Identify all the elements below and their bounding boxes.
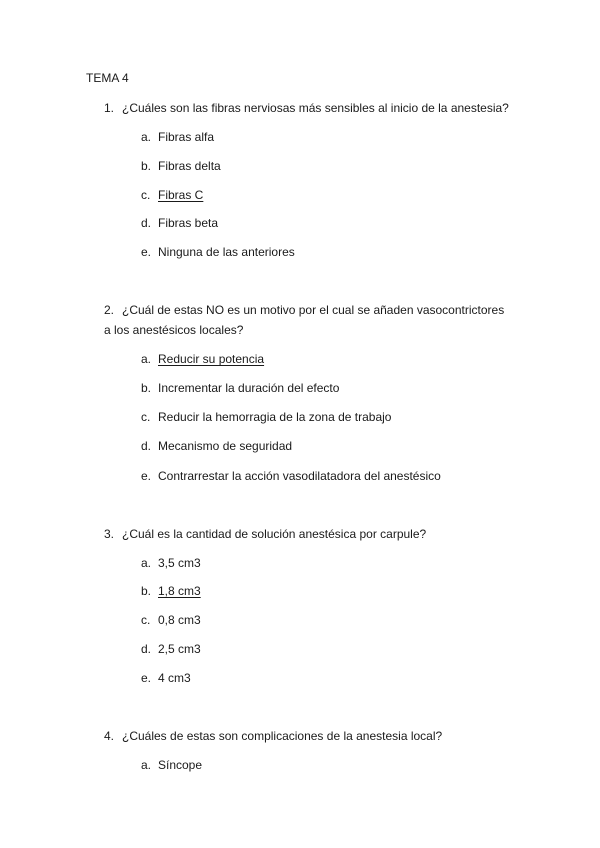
- question-2-option-e: Contrarrestar la acción vasodilatadora del anestésico: [158, 469, 441, 483]
- question-2-text: ¿Cuál de estas NO es un motivo por el cual se añaden vasocontrictores: [122, 303, 505, 317]
- question-1-option-e-letter: e.: [141, 245, 152, 259]
- question-1-option-b: Fibras delta: [158, 159, 221, 173]
- question-1-option-a: Fibras alfa: [158, 130, 215, 144]
- question-4-number: 4.: [104, 729, 115, 743]
- question-1-number: 1.: [104, 101, 115, 115]
- question-1-option-d: Fibras beta: [158, 216, 219, 230]
- question-3-text: ¿Cuál es la cantidad de solución anestésica por carpule?: [122, 527, 427, 541]
- question-4-text: ¿Cuáles de estas son complicaciones de la anestesia local?: [122, 729, 443, 743]
- question-2-option-a-letter: a.: [141, 352, 152, 366]
- question-1-text: ¿Cuáles son las fibras nerviosas más sensibles al inicio de la anestesia?: [122, 101, 509, 115]
- question-3-option-a-letter: a.: [141, 556, 152, 570]
- question-4-option-a-letter: a.: [141, 758, 152, 772]
- question-2-option-b: Incrementar la duración del efecto: [158, 381, 340, 395]
- question-1-option-a-letter: a.: [141, 130, 152, 144]
- question-2-number: 2.: [104, 303, 115, 317]
- question-1-option-e: Ninguna de las anteriores: [158, 245, 295, 259]
- question-3-option-e-letter: e.: [141, 671, 152, 685]
- question-3-option-b-letter: b.: [141, 584, 152, 598]
- question-3-option-d-letter: d.: [141, 642, 152, 656]
- question-2-option-d: Mecanismo de seguridad: [158, 439, 293, 453]
- question-2-option-b-letter: b.: [141, 381, 152, 395]
- question-1-option-c-letter: c.: [141, 188, 151, 202]
- question-3-number: 3.: [104, 527, 115, 541]
- question-3-option-e: 4 cm3: [158, 671, 191, 685]
- question-2-option-e-letter: e.: [141, 469, 152, 483]
- question-2-text-continued: a los anestésicos locales?: [104, 323, 244, 337]
- question-2-option-c-letter: c.: [141, 410, 151, 424]
- question-1-option-c-answer: Fibras C: [158, 188, 204, 202]
- question-2-option-a-answer: Reducir su potencia: [158, 352, 265, 366]
- question-3-option-d: 2,5 cm3: [158, 642, 201, 656]
- question-1-option-d-letter: d.: [141, 216, 152, 230]
- question-4-option-a: Síncope: [158, 758, 203, 772]
- question-2-option-d-letter: d.: [141, 439, 152, 453]
- question-3-option-b-answer: 1,8 cm3: [158, 584, 201, 598]
- document-title: TEMA 4: [86, 71, 129, 85]
- question-3-option-c: 0,8 cm3: [158, 613, 201, 627]
- question-3-option-a: 3,5 cm3: [158, 556, 201, 570]
- question-1-option-b-letter: b.: [141, 159, 152, 173]
- question-2-option-c: Reducir la hemorragia de la zona de trabajo: [158, 410, 392, 424]
- question-3-option-c-letter: c.: [141, 613, 151, 627]
